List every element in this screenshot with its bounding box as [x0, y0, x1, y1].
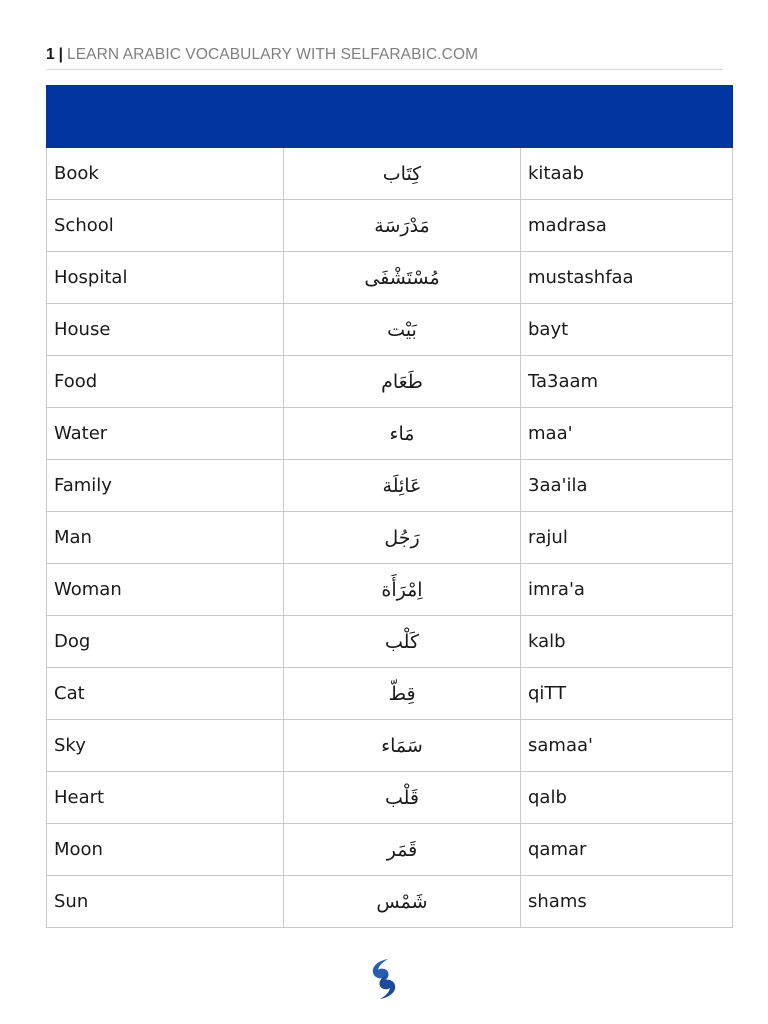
- arabic-word: مَدْرَسَة: [284, 200, 521, 252]
- table-header-cell-arabic: [284, 86, 521, 148]
- arabic-word: عَائِلَة: [284, 460, 521, 512]
- table-row: [47, 668, 733, 720]
- arabic-word: قِطّ: [284, 668, 521, 720]
- arabic-word: قَلْب: [284, 772, 521, 824]
- transliteration: 3aa'ila: [521, 460, 733, 512]
- transliteration: qiTT: [521, 668, 733, 720]
- arabic-word: بَيْت: [284, 304, 521, 356]
- english-word: Family: [47, 460, 284, 512]
- transliteration: shams: [521, 876, 733, 928]
- table-row: [47, 200, 733, 252]
- table-row: [47, 512, 733, 564]
- arabic-word: اِمْرَأَة: [284, 564, 521, 616]
- english-word: Cat: [47, 668, 284, 720]
- table-row: [47, 304, 733, 356]
- selfarabic-logo-icon: [366, 957, 402, 1001]
- table-row: [47, 720, 733, 772]
- transliteration: mustashfaa: [521, 252, 733, 304]
- transliteration: madrasa: [521, 200, 733, 252]
- english-word: Moon: [47, 824, 284, 876]
- english-word: Book: [47, 148, 284, 200]
- page-number: 1: [46, 46, 55, 63]
- arabic-word: مَاء: [284, 408, 521, 460]
- table-row: [47, 408, 733, 460]
- transliteration: bayt: [521, 304, 733, 356]
- table-row: [47, 616, 733, 668]
- logo-upper-swoosh: [373, 959, 389, 983]
- table-row: [47, 148, 733, 200]
- transliteration: rajul: [521, 512, 733, 564]
- vocabulary-table: [46, 85, 733, 928]
- transliteration: imra'a: [521, 564, 733, 616]
- arabic-word: كَلْب: [284, 616, 521, 668]
- logo-lower-swoosh: [379, 975, 395, 999]
- english-word: Sky: [47, 720, 284, 772]
- arabic-word: مُسْتَشْفَى: [284, 252, 521, 304]
- vocabulary-table-body: [47, 148, 733, 928]
- english-word: Sun: [47, 876, 284, 928]
- header-title: LEARN ARABIC VOCABULARY WITH SELFARABIC.COM: [66, 46, 479, 63]
- english-word: Heart: [47, 772, 284, 824]
- table-row: [47, 252, 733, 304]
- english-word: School: [47, 200, 284, 252]
- table-header-cell-english: [47, 86, 284, 148]
- table-row: [47, 356, 733, 408]
- table-header-cell-transliteration: [521, 86, 733, 148]
- english-word: Man: [47, 512, 284, 564]
- english-word: House: [47, 304, 284, 356]
- arabic-word: رَجُل: [284, 512, 521, 564]
- english-word: Dog: [47, 616, 284, 668]
- table-row: [47, 876, 733, 928]
- table-row: [47, 564, 733, 616]
- arabic-word: كِتَاب: [284, 148, 521, 200]
- header-separator: |: [58, 46, 63, 63]
- table-row: [47, 772, 733, 824]
- arabic-word: طَعَام: [284, 356, 521, 408]
- arabic-word: شَمْس: [284, 876, 521, 928]
- transliteration: kalb: [521, 616, 733, 668]
- transliteration: qalb: [521, 772, 733, 824]
- transliteration: samaa': [521, 720, 733, 772]
- english-word: Water: [47, 408, 284, 460]
- english-word: Woman: [47, 564, 284, 616]
- table-header-row: [47, 86, 733, 148]
- transliteration: Ta3aam: [521, 356, 733, 408]
- transliteration: qamar: [521, 824, 733, 876]
- arabic-word: سَمَاء: [284, 720, 521, 772]
- english-word: Food: [47, 356, 284, 408]
- table-row: [47, 460, 733, 512]
- transliteration: maa': [521, 408, 733, 460]
- arabic-word: قَمَر: [284, 824, 521, 876]
- english-word: Hospital: [47, 252, 284, 304]
- table-row: [47, 824, 733, 876]
- transliteration: kitaab: [521, 148, 733, 200]
- page-header: [46, 44, 723, 70]
